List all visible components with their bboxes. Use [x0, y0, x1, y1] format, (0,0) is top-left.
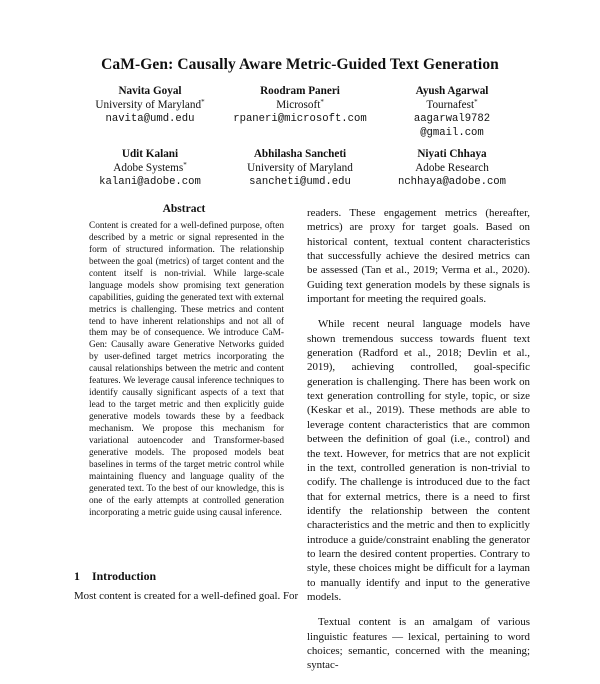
section-number: 1	[74, 569, 80, 583]
author-name: Udit Kalani	[121, 148, 179, 160]
footnote-mark: *	[183, 161, 187, 169]
body-paragraph: While recent neural language models have shown tremendous success towards fluent text generation (Radford et al., 2018; Devlin et al., 2019), achieving controlled, goal-specific generation is challenging. There has been work on text generation controlling for style, topic, or size (Keskar et al., 2019). These methods are able to leverage content characteristics that are common between the definition of goal (i.e., control) and the text. However, for metrics that are not explicit in the text, controlled generation is non-trivial to codify. The challenge is introduced due to the fact that for external metrics, there is a need to first identify the relationship between the content characteristics and the metric and then to explicitly introduce a guide/constraint enabling the generator to learn the desired content properties. Contrary to style, these choices might be difficult for a layman to manually identify and input to the generative models.	[307, 318, 530, 603]
author-name: Roodram Paneri	[260, 85, 340, 97]
author-name: Ayush Agarwal	[415, 85, 489, 97]
author-email: kalani@adobe.com	[99, 176, 201, 188]
author-affiliation: Microsoft*	[276, 98, 324, 111]
footnote-mark: *	[201, 98, 205, 106]
section-heading	[74, 569, 156, 584]
footnote-mark: *	[474, 98, 478, 106]
author-affiliation: Adobe Systems*	[113, 161, 187, 174]
intro-right-column	[307, 206, 530, 684]
author-block	[208, 84, 392, 126]
author-block	[210, 147, 390, 189]
author-email: aagarwal9782	[413, 113, 491, 125]
author-affiliation: Adobe Research	[415, 162, 489, 174]
author-affiliation: University of Maryland*	[95, 98, 205, 111]
author-affiliation: University of Maryland	[247, 162, 353, 174]
footnote-mark: *	[320, 98, 324, 106]
author-block	[372, 147, 532, 189]
author-name: Navita Goyal	[118, 85, 182, 97]
author-email: sancheti@umd.edu	[249, 176, 351, 188]
author-email: navita@umd.edu	[105, 113, 195, 125]
abstract-heading: Abstract	[162, 203, 206, 215]
author-affiliation: Tournafest*	[426, 98, 478, 111]
author-email: rpaneri@microsoft.com	[233, 113, 367, 125]
author-name: Niyati Chhaya	[417, 148, 487, 160]
section-title: Introduction	[92, 569, 157, 583]
author-email: nchhaya@adobe.com	[397, 176, 507, 188]
body-paragraph: Textual content is an amalgam of various linguistic features — lexical, pertaining to word choices; semantic, concerned with the meaning; syntac-	[307, 616, 530, 672]
author-block	[372, 84, 532, 140]
paper-title: CaM-Gen: Causally Aware Metric-Guided Text Generation	[101, 56, 499, 73]
abstract-text: Content is created for a well-defined purpose, often described by a metric or signal represented in the form of structured information. The relationship between the goal (metrics) of target content and the content itself is non-trivial. While large-scale language models show promising text generation capabilities, guiding the generated text with external metrics is challenging. These metrics and content tend to have inherent relationships and not all of them may be of consequence. We introduce CaM-Gen: Causally aware Generative Networks guided by user-defined target metrics incorporating the causal relationships between the metric and content features. We leverage causal inference techniques to identify causally significant aspects of a text that lead to the target metric and then explicitly guide generative models towards these by a feedback mechanism. We propose this mechanism for variational autoencoder and Transformer-based generative models. The proposed models beat baselines in terms of the target metric control while maintaining fluency and language quality of the generated text. To the best of our knowledge, this is one of the early attempts at controlled generation incorporating a metric guide using causal inference.	[89, 221, 284, 518]
author-name: Abhilasha Sancheti	[253, 148, 347, 160]
author-email-continued: @gmail.com	[420, 127, 484, 139]
intro-first-line: Most content is created for a well-defined goal. For	[74, 590, 299, 602]
body-paragraph: readers. These engagement metrics (hereafter, metrics) are proxy for target goals. Based on historical content, textual content characteristics that successfully achieve the desired metrics can be assessed (Tan et al., 2019; Verma et al., 2020). Guiding text generation models by these signals is important for meeting the required goals.	[307, 207, 530, 306]
